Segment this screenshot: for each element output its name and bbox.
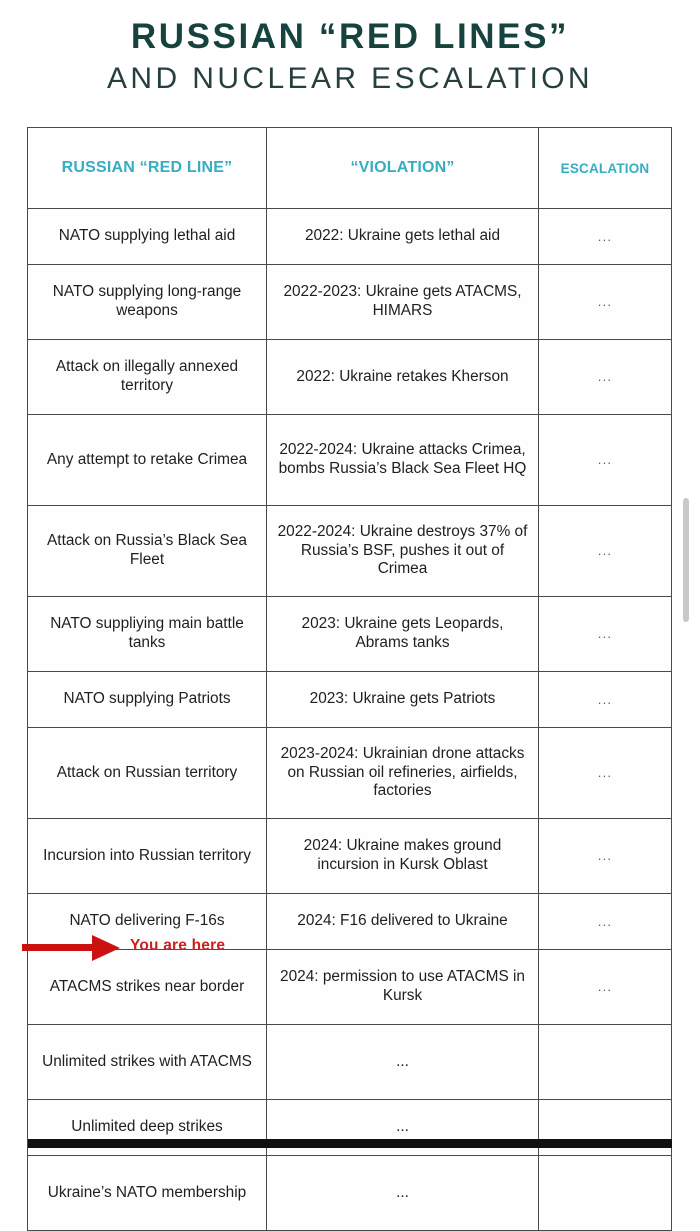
cell-red-line: Any attempt to retake Crimea [28, 415, 267, 506]
page-title [0, 18, 700, 96]
cell-violation: 2024: F16 delivered to Ukraine [267, 894, 539, 950]
table-row [28, 950, 672, 1025]
title-line-secondary: AND NUCLEAR ESCALATION [107, 61, 593, 95]
cell-red-line: Attack on Russia’s Black Sea Fleet [28, 506, 267, 597]
cell-escalation: ... [539, 819, 672, 894]
escalation-table-container [27, 127, 671, 1231]
cell-red-line: Ukraine’s NATO membership [28, 1156, 267, 1231]
title-line-primary: RUSSIAN “RED LINES” [130, 17, 570, 56]
cell-violation: 2024: Ukraine makes ground incursion in Kursk Oblast [267, 819, 539, 894]
cell-escalation: ... [539, 340, 672, 415]
cell-escalation: ... [539, 672, 672, 728]
column-header-escalation: ESCALATION [539, 128, 672, 209]
column-header-violation: “VIOLATION” [267, 128, 539, 209]
cell-red-line: Unlimited strikes with ATACMS [28, 1025, 267, 1100]
table-header [28, 128, 672, 209]
cell-red-line: NATO supplying Patriots [28, 672, 267, 728]
cell-violation: ... [267, 1025, 539, 1100]
cell-violation: ... [267, 1156, 539, 1231]
cell-escalation: ... [539, 506, 672, 597]
table-header-row [28, 128, 672, 209]
cell-violation: 2024: permission to use ATACMS in Kursk [267, 950, 539, 1025]
cell-violation: 2022-2023: Ukraine gets ATACMS, HIMARS [267, 265, 539, 340]
cell-violation: 2023-2024: Ukrainian drone attacks on Russian oil refineries, airfields, factories [267, 728, 539, 819]
cell-escalation: ... [539, 950, 672, 1025]
column-header-red-line: RUSSIAN “RED LINE” [28, 128, 267, 209]
cell-violation: 2023: Ukraine gets Patriots [267, 672, 539, 728]
cell-violation: 2022: Ukraine gets lethal aid [267, 209, 539, 265]
table-row [28, 728, 672, 819]
table-row [28, 265, 672, 340]
cell-escalation [539, 1025, 672, 1100]
cell-escalation: ... [539, 728, 672, 819]
cell-red-line: ATACMS strikes near border [28, 950, 267, 1025]
cell-violation: ... [267, 1100, 539, 1156]
cell-red-line: NATO suppliying main battle tanks [28, 597, 267, 672]
you-are-here-label: You are here [130, 937, 226, 954]
table-row [28, 894, 672, 950]
cell-violation: 2022: Ukraine retakes Kherson [267, 340, 539, 415]
cell-red-line: NATO supplying long-range weapons [28, 265, 267, 340]
table-row [28, 819, 672, 894]
table-row [28, 506, 672, 597]
cell-escalation [539, 1156, 672, 1231]
cell-violation: 2022-2024: Ukraine destroys 37% of Russia’s BSF, pushes it out of Crimea [267, 506, 539, 597]
cell-red-line: Incursion into Russian territory [28, 819, 267, 894]
table-row [28, 597, 672, 672]
table-row [28, 415, 672, 506]
cell-violation: 2023: Ukraine gets Leopards, Abrams tanks [267, 597, 539, 672]
escalation-table [27, 127, 672, 1231]
cell-escalation: ... [539, 597, 672, 672]
cell-escalation: ... [539, 265, 672, 340]
table-bottom-rule [28, 1139, 672, 1148]
cell-escalation: ... [539, 894, 672, 950]
table-row [28, 209, 672, 265]
table-row [28, 340, 672, 415]
cell-escalation: ... [539, 209, 672, 265]
cell-red-line: NATO supplying lethal aid [28, 209, 267, 265]
table-row [28, 672, 672, 728]
cell-red-line: Attack on illegally annexed territory [28, 340, 267, 415]
table-row [28, 1156, 672, 1231]
cell-red-line: NATO delivering F-16s [28, 894, 267, 950]
cell-red-line: Attack on Russian territory [28, 728, 267, 819]
cell-escalation: ... [539, 415, 672, 506]
table-row [28, 1025, 672, 1100]
cell-red-line: Unlimited deep strikes [28, 1100, 267, 1156]
scrollbar-thumb[interactable] [683, 498, 689, 622]
cell-violation: 2022-2024: Ukraine attacks Crimea, bombs Russia’s Black Sea Fleet HQ [267, 415, 539, 506]
scrollbar-track[interactable] [689, 130, 696, 1130]
table-body [28, 209, 672, 1231]
